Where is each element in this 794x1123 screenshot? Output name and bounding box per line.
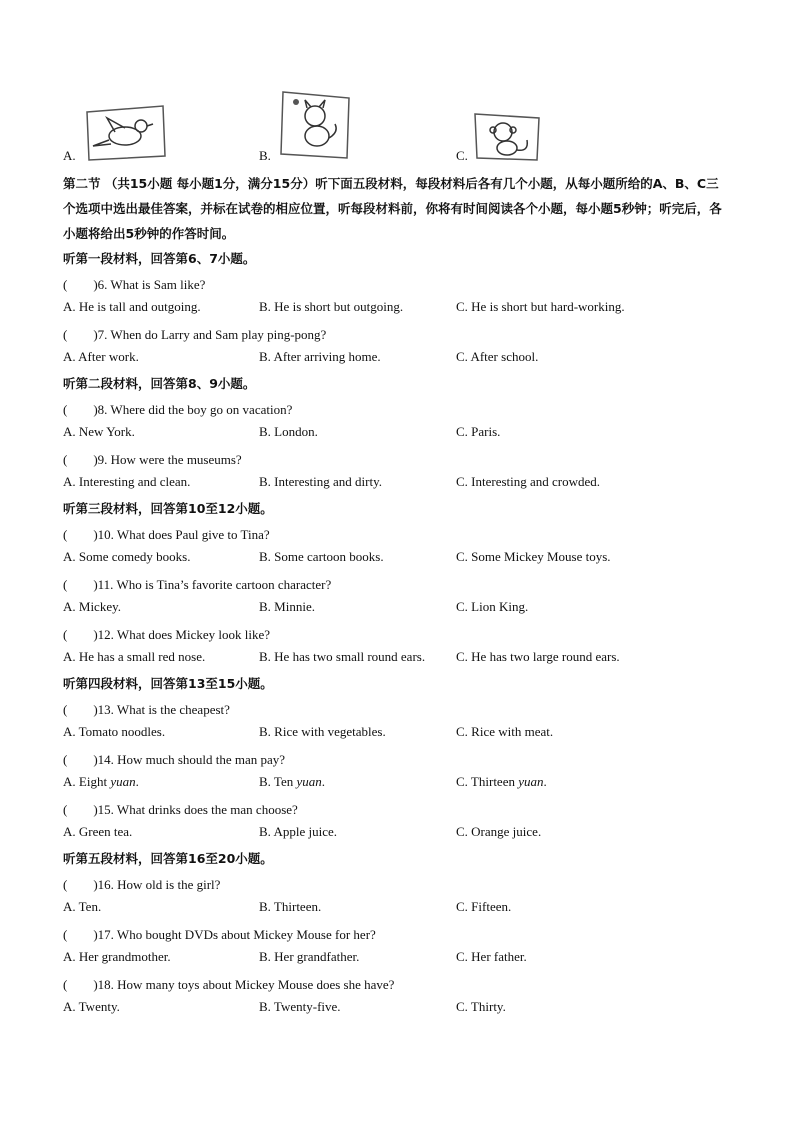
option-a[interactable]: A. After work. bbox=[63, 349, 139, 364]
option-b[interactable]: B. Some cartoon books. bbox=[259, 549, 384, 564]
option-b[interactable]: B. Interesting and dirty. bbox=[259, 474, 382, 489]
option-c[interactable]: C. Paris. bbox=[456, 424, 501, 439]
monkey-picture-icon bbox=[473, 112, 543, 162]
question-stem: ( )15. What drinks does the man choose? bbox=[63, 802, 298, 817]
question-stem: ( )7. When do Larry and Sam play ping-pong? bbox=[63, 327, 327, 342]
option-b[interactable]: B. Minnie. bbox=[259, 599, 315, 614]
option-b[interactable]: B. After arriving home. bbox=[259, 349, 381, 364]
option-a[interactable]: A. He is tall and outgoing. bbox=[63, 299, 201, 314]
question-stem: ( )18. How many toys about Mickey Mouse does she have? bbox=[63, 977, 395, 992]
option-c[interactable]: C. Orange juice. bbox=[456, 824, 542, 839]
option-b[interactable]: B. Apple juice. bbox=[259, 824, 337, 839]
option-b[interactable]: B. Her grandfather. bbox=[259, 949, 360, 964]
option-c[interactable]: C. Lion King. bbox=[456, 599, 529, 614]
bird-picture-icon bbox=[85, 104, 167, 162]
option-a[interactable]: A. New York. bbox=[63, 424, 135, 439]
option-b[interactable]: B. He is short but outgoing. bbox=[259, 299, 404, 314]
option-a[interactable]: A. Mickey. bbox=[63, 599, 122, 614]
option-b[interactable]: B. Ten yuan. bbox=[259, 774, 326, 789]
question-stem: ( )17. Who bought DVDs about Mickey Mouse for her? bbox=[63, 927, 376, 942]
option-c[interactable]: C. Thirty. bbox=[456, 999, 506, 1014]
option-a[interactable]: A. Ten. bbox=[63, 899, 102, 914]
question-stem: ( )10. What does Paul give to Tina? bbox=[63, 527, 270, 542]
option-c[interactable]: C. He has two large round ears. bbox=[456, 649, 620, 664]
option-a[interactable]: A. Eight yuan. bbox=[63, 774, 139, 789]
question-stem: ( )13. What is the cheapest? bbox=[63, 702, 230, 717]
option-c[interactable]: C. After school. bbox=[456, 349, 539, 364]
option-c[interactable]: C. Thirteen yuan. bbox=[456, 774, 547, 789]
option-c[interactable]: C. Fifteen. bbox=[456, 899, 512, 914]
option-a[interactable]: A. Green tea. bbox=[63, 824, 133, 839]
question-stem: ( )9. How were the museums? bbox=[63, 452, 242, 467]
option-c[interactable]: C. Her father. bbox=[456, 949, 527, 964]
question-stem: ( )8. Where did the boy go on vacation? bbox=[63, 402, 293, 417]
part-heading: 听第四段材料，回答第13至15小题。 bbox=[63, 676, 273, 691]
option-c[interactable]: C. Rice with meat. bbox=[456, 724, 554, 739]
option-a[interactable]: A. Her grandmother. bbox=[63, 949, 171, 964]
part-heading: 听第一段材料，回答第6、7小题。 bbox=[63, 251, 256, 266]
question-stem: ( )12. What does Mickey look like? bbox=[63, 627, 270, 642]
option-c[interactable]: C. Some Mickey Mouse toys. bbox=[456, 549, 611, 564]
question-stem: ( )16. How old is the girl? bbox=[63, 877, 221, 892]
option-a-label: A. bbox=[63, 148, 76, 163]
section-instructions: 第二节 （共15小题 每小题1分，满分15分）听下面五段材料，每段材料后各有几个小题，从每小题所给的A、B、C三个选项中选出最佳答案，并标在试卷的相应位置，听每段材料前，你将有时间阅读各个小题，每小题5秒钟；听完后，各小题将给出5秒钟的作答时间。 bbox=[63, 176, 722, 241]
cat-picture-icon bbox=[279, 88, 353, 160]
option-b[interactable]: B. Rice with vegetables. bbox=[259, 724, 386, 739]
picture-options bbox=[63, 88, 743, 166]
question-stem: ( )11. Who is Tina’s favorite cartoon character? bbox=[63, 577, 332, 592]
question-stem: ( )14. How much should the man pay? bbox=[63, 752, 286, 767]
option-b[interactable]: B. London. bbox=[259, 424, 318, 439]
option-c-label: C. bbox=[456, 148, 468, 163]
option-a[interactable]: A. He has a small red nose. bbox=[63, 649, 206, 664]
option-b-label: B. bbox=[259, 148, 271, 163]
part-heading: 听第三段材料，回答第10至12小题。 bbox=[63, 501, 273, 516]
option-a[interactable]: A. Interesting and clean. bbox=[63, 474, 191, 489]
question-stem: ( )6. What is Sam like? bbox=[63, 277, 206, 292]
option-b[interactable]: B. He has two small round ears. bbox=[259, 649, 426, 664]
part-heading: 听第五段材料，回答第16至20小题。 bbox=[63, 851, 273, 866]
option-c[interactable]: C. He is short but hard-working. bbox=[456, 299, 625, 314]
part-heading: 听第二段材料，回答第8、9小题。 bbox=[63, 376, 256, 391]
option-b[interactable]: B. Thirteen. bbox=[259, 899, 322, 914]
option-a[interactable]: A. Tomato noodles. bbox=[63, 724, 166, 739]
option-a[interactable]: A. Twenty. bbox=[63, 999, 120, 1014]
option-b[interactable]: B. Twenty-five. bbox=[259, 999, 341, 1014]
option-c[interactable]: C. Interesting and crowded. bbox=[456, 474, 601, 489]
option-a[interactable]: A. Some comedy books. bbox=[63, 549, 191, 564]
